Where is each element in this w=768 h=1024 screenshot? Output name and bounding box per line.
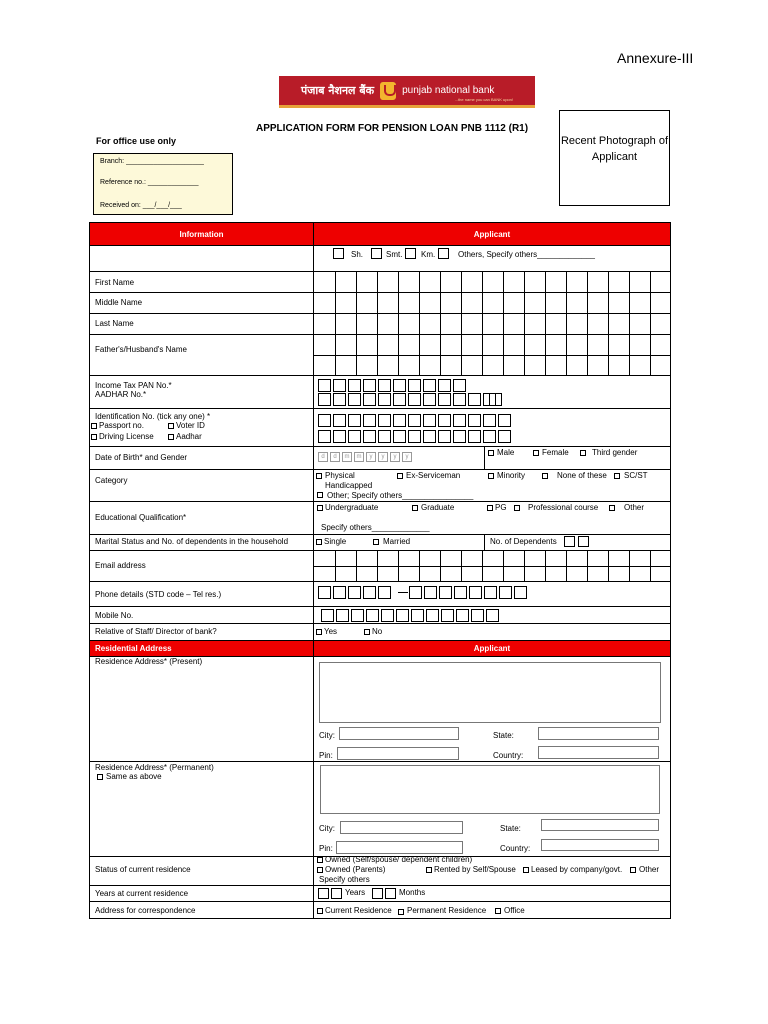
- dependents-box-1[interactable]: [564, 536, 575, 547]
- years-label: Years at current residence: [95, 889, 189, 898]
- applicant-header: Applicant: [314, 223, 670, 245]
- checkbox-owned-self[interactable]: [317, 857, 323, 863]
- edu-other-label: Other: [624, 503, 645, 512]
- logo-tagline: ...the name you can BANK upon!: [454, 97, 513, 102]
- pan-char-box[interactable]: [378, 379, 391, 392]
- id-char-box[interactable]: [408, 430, 421, 443]
- phone-char-box[interactable]: [484, 586, 497, 599]
- aadhar-char-box[interactable]: [393, 393, 406, 406]
- years-box-1[interactable]: [318, 888, 329, 899]
- dob-char-box[interactable]: y: [366, 452, 376, 462]
- grid-line: [545, 271, 546, 375]
- logo-hindi: पंजाब नैशनल बैंक: [301, 84, 375, 97]
- phone-label: Phone details (STD code – Tel res.): [95, 590, 222, 599]
- row-line: [90, 901, 671, 902]
- annexure-label: Annexure-III: [617, 50, 694, 66]
- permanent-country-label: Country:: [500, 844, 531, 853]
- months-box-1[interactable]: [372, 888, 383, 899]
- checkbox-exservice[interactable]: [397, 473, 403, 479]
- id-char-box[interactable]: [453, 430, 466, 443]
- pnb-emblem-icon: [380, 82, 396, 100]
- checkbox-smt[interactable]: [371, 248, 382, 259]
- owned-self-label: Owned (Self/spouse/ dependent children): [325, 855, 473, 864]
- id-char-box[interactable]: [333, 414, 346, 427]
- father-name-label: Father's/Husband's Name: [95, 345, 187, 354]
- phone-char-box[interactable]: [469, 586, 482, 599]
- row-line: [90, 292, 671, 293]
- id-char-box[interactable]: [318, 414, 331, 427]
- mobile-char-box[interactable]: [381, 609, 394, 622]
- id-char-box[interactable]: [453, 414, 466, 427]
- row-line: [90, 271, 671, 272]
- scst-label: SC/ST: [624, 471, 648, 480]
- checkbox-owned-parents[interactable]: [317, 867, 323, 873]
- aadhar-label: AADHAR No.*: [95, 390, 147, 399]
- permanent-city-input[interactable]: [340, 821, 463, 834]
- row-line: [90, 761, 671, 762]
- dob-char-box[interactable]: d: [318, 452, 328, 462]
- phone-char-box[interactable]: [409, 586, 422, 599]
- rented-label: Rented by Self/Spouse: [434, 865, 516, 874]
- handicapped-label: Handicapped: [325, 481, 373, 490]
- id-char-box[interactable]: [378, 414, 391, 427]
- female-label: Female: [542, 448, 569, 457]
- logo-english: punjab national bank: [402, 85, 495, 96]
- row-line: [90, 550, 671, 551]
- checkbox-corr-permanent[interactable]: [398, 909, 404, 915]
- grid-line: [524, 271, 525, 375]
- idno-label: Identification No. (tick any one) *: [95, 412, 211, 421]
- id-char-box[interactable]: [378, 430, 391, 443]
- checkbox-scst[interactable]: [614, 473, 620, 479]
- pan-char-box[interactable]: [333, 379, 346, 392]
- months-unit-label: Months: [399, 888, 426, 897]
- row-line: [90, 446, 671, 447]
- pan-char-box[interactable]: [423, 379, 436, 392]
- phone-char-box[interactable]: [424, 586, 437, 599]
- grid-line: [419, 271, 420, 375]
- id-char-box[interactable]: [423, 414, 436, 427]
- present-country-input[interactable]: [538, 746, 659, 759]
- months-box-2[interactable]: [385, 888, 396, 899]
- office-reference[interactable]: Reference no.: _____________: [100, 179, 199, 186]
- permanent-state-label: State:: [500, 824, 521, 833]
- checkbox-sh[interactable]: [333, 248, 344, 259]
- grid-line: [356, 271, 357, 375]
- phone-char-box[interactable]: [333, 586, 346, 599]
- checkbox-status-other[interactable]: [630, 867, 636, 873]
- id-char-box[interactable]: [393, 414, 406, 427]
- dob-char-box[interactable]: m: [342, 452, 352, 462]
- mobile-char-box[interactable]: [456, 609, 469, 622]
- id-char-box[interactable]: [483, 430, 496, 443]
- row-line: [90, 245, 671, 246]
- relative-label: Relative of Staff/ Director of bank?: [95, 627, 217, 636]
- row-line: [90, 534, 671, 535]
- dob-char-box[interactable]: y: [390, 452, 400, 462]
- present-pin-label: Pin:: [319, 751, 333, 760]
- pan-char-box[interactable]: [453, 379, 466, 392]
- present-state-input[interactable]: [538, 727, 659, 740]
- pg-label: PG: [495, 503, 507, 512]
- pan-label: Income Tax PAN No.*: [95, 381, 172, 390]
- id-char-box[interactable]: [363, 430, 376, 443]
- correspondence-label: Address for correspondence: [95, 906, 196, 915]
- checkbox-female[interactable]: [533, 450, 539, 456]
- row-line: [90, 408, 671, 409]
- phone-char-box[interactable]: [514, 586, 527, 599]
- dob-char-box[interactable]: d: [330, 452, 340, 462]
- row-line: [90, 469, 671, 470]
- pan-char-box[interactable]: [348, 379, 361, 392]
- dependents-box-2[interactable]: [578, 536, 589, 547]
- residential-applicant-header: Applicant: [314, 641, 670, 656]
- row-line: [314, 355, 671, 356]
- aadhar-char-box[interactable]: [408, 393, 421, 406]
- checkbox-third-gender[interactable]: [580, 450, 586, 456]
- mobile-char-box[interactable]: [426, 609, 439, 622]
- middle-name-label: Middle Name: [95, 298, 143, 307]
- checkbox-aadhar[interactable]: [168, 434, 174, 440]
- grid-line: [650, 271, 651, 375]
- id-char-box[interactable]: [333, 430, 346, 443]
- present-city-label: City:: [319, 731, 335, 740]
- form-table: [89, 222, 671, 919]
- phone-char-box[interactable]: [363, 586, 376, 599]
- checkbox-none[interactable]: [542, 473, 548, 479]
- status-other-label: Other: [639, 865, 660, 874]
- third-gender-label: Third gender: [592, 448, 638, 457]
- aadhar-char-box[interactable]: [468, 393, 481, 406]
- aadhar-char-box[interactable]: [423, 393, 436, 406]
- checkbox-married[interactable]: [373, 539, 379, 545]
- checkbox-male[interactable]: [488, 450, 494, 456]
- education-label: Educational Qualification*: [95, 513, 187, 522]
- dependents-label: No. of Dependents: [490, 537, 557, 546]
- grid-line: [566, 271, 567, 375]
- married-label: Married: [383, 537, 411, 546]
- checkbox-prof[interactable]: [514, 505, 520, 511]
- category-other-label: Other; Specify others________________: [327, 491, 474, 500]
- phone-char-box[interactable]: [499, 586, 512, 599]
- none-label: None of these: [557, 471, 607, 480]
- dob-divider: [484, 446, 485, 469]
- dob-char-box[interactable]: y: [378, 452, 388, 462]
- office-received[interactable]: Received on: ___/___/___: [100, 202, 182, 209]
- form-title: APPLICATION FORM FOR PENSION LOAN PNB 1112 (R1): [256, 123, 529, 134]
- id-char-box[interactable]: [348, 430, 361, 443]
- checkbox-minority[interactable]: [488, 473, 494, 479]
- office-use-box: [93, 153, 233, 215]
- id-char-box[interactable]: [363, 414, 376, 427]
- passport-label: Passport no.: [99, 421, 144, 430]
- checkbox-passport[interactable]: [91, 423, 97, 429]
- title-others: Others, Specify others_____________: [458, 250, 595, 259]
- grid-line: [398, 271, 399, 375]
- grid-line: [482, 271, 483, 375]
- id-char-box[interactable]: [408, 414, 421, 427]
- marital-label: Marital Status and No. of dependents in the household: [95, 537, 289, 546]
- grid-line: [461, 271, 462, 375]
- grid-line: [587, 271, 588, 375]
- mobile-char-box[interactable]: [411, 609, 424, 622]
- grid-line: [503, 271, 504, 375]
- checkbox-relative-yes[interactable]: [316, 629, 322, 635]
- id-char-box[interactable]: [348, 414, 361, 427]
- permanent-address-input[interactable]: [320, 765, 660, 814]
- phone-char-box[interactable]: [439, 586, 452, 599]
- exservice-label: Ex-Serviceman: [406, 471, 461, 480]
- office-branch[interactable]: Branch: ____________________: [100, 158, 204, 165]
- checkbox-driving[interactable]: [91, 434, 97, 440]
- checkbox-pg[interactable]: [487, 505, 493, 511]
- id-char-box[interactable]: [468, 430, 481, 443]
- prof-label: Professional course: [528, 503, 599, 512]
- residential-header: Residential Address: [90, 641, 313, 656]
- checkbox-relative-no[interactable]: [364, 629, 370, 635]
- physical-label: Physical: [325, 471, 355, 480]
- checkbox-edu-other[interactable]: [609, 505, 615, 511]
- grid-line: [335, 271, 336, 375]
- permanent-pin-input[interactable]: [336, 841, 463, 854]
- id-char-box[interactable]: [318, 430, 331, 443]
- mobile-char-box[interactable]: [351, 609, 364, 622]
- title-smt: Smt.: [386, 250, 403, 259]
- checkbox-voter[interactable]: [168, 423, 174, 429]
- row-line: [90, 581, 671, 582]
- minority-label: Minority: [497, 471, 526, 480]
- checkbox-rented[interactable]: [426, 867, 432, 873]
- mobile-char-box[interactable]: [366, 609, 379, 622]
- bank-logo: [279, 76, 535, 108]
- grid-line: [608, 271, 609, 375]
- mobile-char-box[interactable]: [396, 609, 409, 622]
- corr-office-label: Office: [504, 906, 525, 915]
- email-label: Email address: [95, 561, 146, 570]
- column-divider: [313, 222, 314, 919]
- office-use-heading: For office use only: [96, 136, 177, 146]
- corr-current-label: Current Residence: [325, 906, 392, 915]
- pan-char-box[interactable]: [438, 379, 451, 392]
- checkbox-ug[interactable]: [317, 505, 323, 511]
- aadhar-char-box[interactable]: [318, 393, 331, 406]
- permanent-address-label: Residence Address* (Permanent): [95, 763, 214, 772]
- photo-label: Recent Photograph of Applicant: [560, 135, 669, 163]
- single-label: Single: [324, 537, 347, 546]
- checkbox-km[interactable]: [405, 248, 416, 259]
- category-label: Category: [95, 476, 128, 485]
- status-specify-label: Specify others: [319, 875, 370, 884]
- aadhar-char-box[interactable]: [348, 393, 361, 406]
- mobile-char-box[interactable]: [471, 609, 484, 622]
- checkbox-corr-current[interactable]: [317, 908, 323, 914]
- row-line: [90, 606, 671, 607]
- present-address-input[interactable]: [319, 662, 661, 723]
- row-line: [90, 375, 671, 376]
- permanent-pin-label: Pin:: [319, 844, 333, 853]
- dob-char-box[interactable]: y: [402, 452, 412, 462]
- aadhar-char-box[interactable]: [333, 393, 346, 406]
- row-line: [90, 501, 671, 502]
- id-char-box[interactable]: [498, 430, 511, 443]
- title-sh: Sh.: [351, 250, 364, 259]
- id-char-box[interactable]: [498, 414, 511, 427]
- title-km: Km.: [421, 250, 436, 259]
- permanent-country-input[interactable]: [541, 839, 659, 851]
- owned-parents-label: Owned (Parents): [325, 865, 386, 874]
- phone-dash: [398, 592, 408, 593]
- checkbox-grad[interactable]: [412, 505, 418, 511]
- information-header: Information: [90, 223, 313, 245]
- aadhar2-label: Aadhar: [176, 432, 202, 441]
- driving-label: Driving License: [99, 432, 154, 441]
- aadhar-char-box[interactable]: [363, 393, 376, 406]
- aadhar-char-box[interactable]: [453, 393, 466, 406]
- id-char-box[interactable]: [393, 430, 406, 443]
- checkbox-single[interactable]: [316, 539, 322, 545]
- dob-label: Date of Birth* and Gender: [95, 453, 188, 462]
- photo-box[interactable]: [559, 110, 670, 206]
- checkbox-category-other[interactable]: [317, 492, 323, 498]
- id-char-box[interactable]: [468, 414, 481, 427]
- checkbox-same-as-above[interactable]: [97, 774, 103, 780]
- grid-line: [440, 271, 441, 375]
- dob-char-box[interactable]: m: [354, 452, 364, 462]
- edu-specify: Specify others_____________: [321, 523, 430, 532]
- pan-char-box[interactable]: [363, 379, 376, 392]
- first-name-label: First Name: [95, 278, 135, 287]
- checkbox-others[interactable]: [438, 248, 449, 259]
- row-line: [90, 313, 671, 314]
- relative-no-label: No: [372, 627, 383, 636]
- row-line: [90, 623, 671, 624]
- pan-char-box[interactable]: [393, 379, 406, 392]
- male-label: Male: [497, 448, 515, 457]
- mobile-char-box[interactable]: [441, 609, 454, 622]
- voter-label: Voter ID: [176, 421, 205, 430]
- phone-char-box[interactable]: [378, 586, 391, 599]
- id-char-box[interactable]: [483, 414, 496, 427]
- years-box-2[interactable]: [331, 888, 342, 899]
- pan-char-box[interactable]: [408, 379, 421, 392]
- id-char-box[interactable]: [438, 414, 451, 427]
- mobile-label: Mobile No.: [95, 611, 134, 620]
- permanent-city-label: City:: [319, 824, 335, 833]
- pan-char-box[interactable]: [318, 379, 331, 392]
- phone-char-box[interactable]: [454, 586, 467, 599]
- mobile-char-box[interactable]: [336, 609, 349, 622]
- years-unit-label: Years: [345, 888, 366, 897]
- grid-line: [377, 271, 378, 375]
- aadhar-char-box[interactable]: [489, 393, 502, 406]
- grad-label: Graduate: [421, 503, 455, 512]
- present-state-label: State:: [493, 731, 514, 740]
- marital-divider: [484, 534, 485, 550]
- id-char-box[interactable]: [423, 430, 436, 443]
- row-line: [90, 334, 671, 335]
- leased-label: Leased by company/govt.: [531, 865, 623, 874]
- grid-line: [629, 271, 630, 375]
- checkbox-physical[interactable]: [316, 473, 322, 479]
- id-char-box[interactable]: [438, 430, 451, 443]
- checkbox-corr-office[interactable]: [495, 908, 501, 914]
- relative-yes-label: Yes: [324, 627, 338, 636]
- mobile-char-box[interactable]: [486, 609, 499, 622]
- checkbox-leased[interactable]: [523, 867, 529, 873]
- status-label: Status of current residence: [95, 865, 191, 874]
- aadhar-char-box[interactable]: [438, 393, 451, 406]
- present-country-label: Country:: [493, 751, 524, 760]
- row-line: [314, 566, 671, 567]
- aadhar-char-box[interactable]: [378, 393, 391, 406]
- present-pin-input[interactable]: [337, 747, 459, 760]
- ug-label: Undergraduate: [325, 503, 379, 512]
- phone-char-box[interactable]: [318, 586, 331, 599]
- last-name-label: Last Name: [95, 319, 134, 328]
- corr-permanent-label: Permanent Residence: [407, 906, 487, 915]
- phone-char-box[interactable]: [348, 586, 361, 599]
- row-line: [90, 885, 671, 886]
- permanent-state-input[interactable]: [541, 819, 659, 831]
- present-address-label: Residence Address* (Present): [95, 657, 203, 666]
- present-city-input[interactable]: [339, 727, 459, 740]
- mobile-char-box[interactable]: [321, 609, 334, 622]
- same-as-above-label: Same as above: [106, 772, 162, 781]
